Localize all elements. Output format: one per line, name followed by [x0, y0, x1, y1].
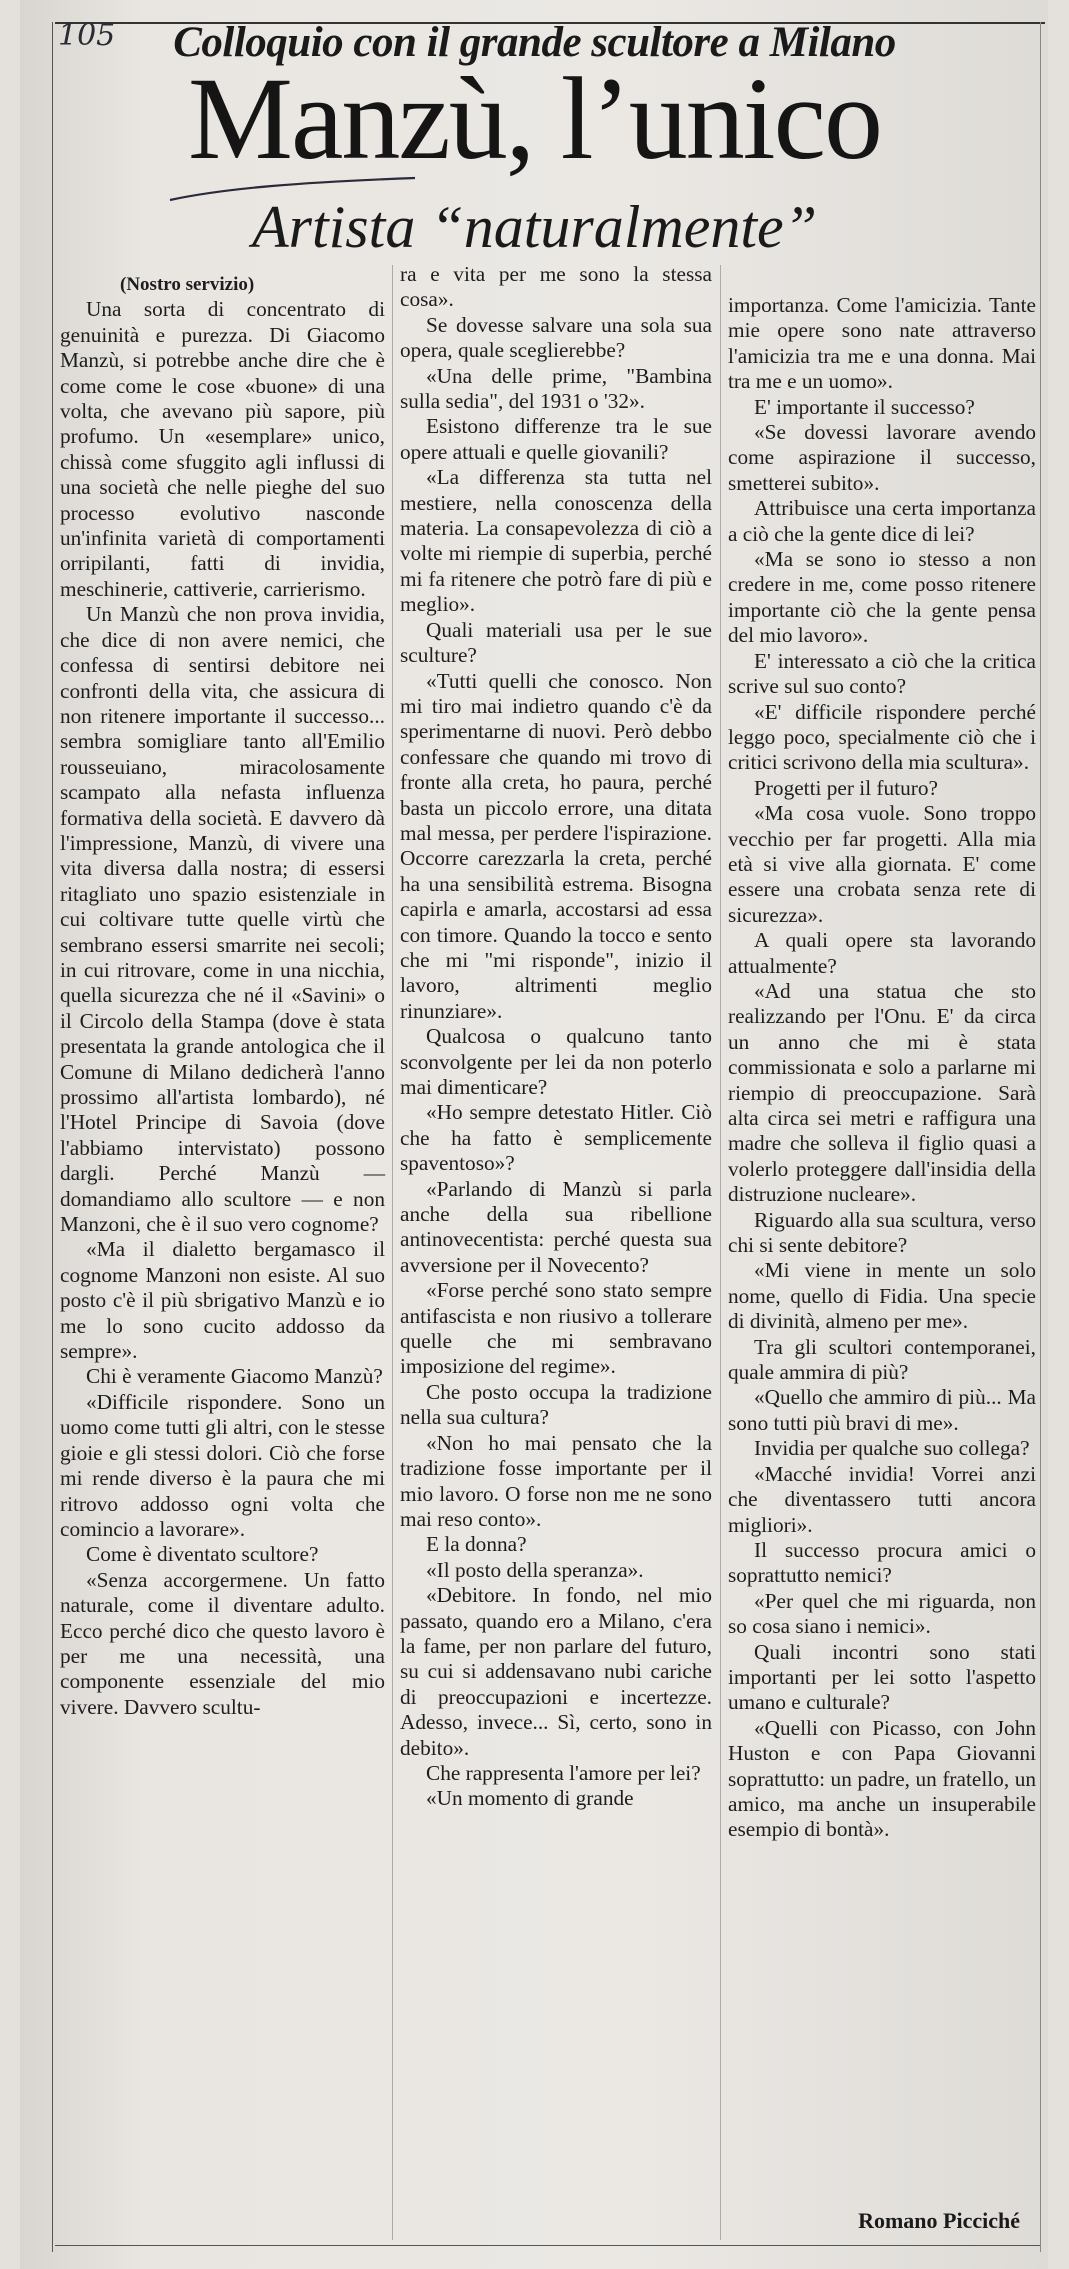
text-column-1	[60, 272, 385, 1720]
article-paragraph: «Quelli con Picasso, con John Huston e con Papa Giovanni soprattutto: un padre, un fratello, un amico, ma anche un insuperabile esempio di bontà».	[728, 1715, 1036, 1842]
article-paragraph: «Quello che ammiro di più... Ma sono tutti più bravi di me».	[728, 1385, 1036, 1435]
headline: Manzù, l’unico	[188, 53, 881, 184]
article-paragraph: Esistono differenze tra le sue opere attuali e quelle giovanili?	[400, 414, 712, 464]
article-paragraph: Un Manzù che non prova invidia, che dice di non avere nemici, che confessa di sentirsi debitore nei confronti della vita, che assicura di non ritenere importante il successo... sembra somigliare tanto all'Emilio rousseuiano, miracolosamente scampato alla nefasta influenza formativa della società. E davvero dà l'impressione, Manzù, di vivere una vita diversa dalla nostra; di essersi ritagliato uno spazio esistenziale in cui coltivare tutte quelle virtù che sembrano essersi smarrite nei secoli; in cui ritrovare, come in una nicchia, quella sicurezza che né il «Savini» o il Circolo della Stampa (dove è stata presentata la grande antologica che il Comune di Milano dedicherà l'anno prossimo all'artista lombardo), né l'Hotel Principe di Savoia (dove l'abbiamo intervistato) possono dargli. Perché Manzù — domandiamo allo scultore — e non Manzoni, che è il suo vero cognome?	[60, 602, 385, 1237]
article-paragraph: «Un momento di grande	[426, 1786, 634, 1811]
handwritten-page-number: 105	[58, 18, 116, 53]
article-paragraph: Chi è veramente Giacomo Manzù?	[86, 1364, 383, 1389]
left-rule	[52, 22, 53, 2252]
article-paragraph: «Il posto della speranza».	[426, 1557, 644, 1582]
article-paragraph: «Forse perché sono stato sempre antifascista e non riusivo a tollerare quelle che mi sembravano imposizione del regime».	[400, 1278, 712, 1379]
article-paragraph: Tra gli scultori contemporanei, quale ammira di più?	[728, 1334, 1036, 1385]
article-paragraph: «Ma cosa vuole. Sono troppo vecchio per far progetti. Alla mia età si vive alla giornata. E' come essere una crobata senza rete di sicurezza».	[728, 801, 1036, 927]
article-paragraph: Che rappresenta l'amore per lei?	[426, 1760, 701, 1785]
article-paragraph: Come è diventato scultore?	[86, 1542, 319, 1567]
text-column-3	[728, 293, 1036, 1843]
article-paragraph: E' importante il successo?	[754, 394, 975, 419]
article-paragraph: Quali incontri sono stati importanti per lei sotto l'aspetto umano e culturale?	[728, 1639, 1036, 1715]
article-paragraph: Il successo procura amici o soprattutto nemici?	[728, 1537, 1036, 1588]
article-paragraph: «Tutti quelli che conosco. Non mi tiro mai indietro quando c'è da sperimentarne di nuovi. Però debbo confessare che quando mi trovo di fronte alla creta, ho paura, perché basta un piccolo errore, una ditata mal messa, per perdere l'ispirazione. Occorre carezzarla la creta, perché ha una sensibilità estrema. Bisogna capirla e amarla, accostarsi ad essa con timore. Quando la tocco e sento che mi "mi risponde", inizio il lavoro, altrimenti meglio rinunziare».	[400, 668, 712, 1023]
article-paragraph: Riguardo alla sua scultura, verso chi si sente debitore?	[728, 1207, 1036, 1258]
article-paragraph: «Parlando di Manzù si parla anche della sua ribellione antinovecentista: perché questa sua avversione per il Novecento?	[400, 1176, 712, 1277]
article-paragraph: «Una delle prime, "Bambina sulla sedia", del 1931 o '32».	[400, 363, 712, 414]
text-column-2	[400, 262, 712, 1812]
article-paragraph: Invidia per qualche suo collega?	[754, 1436, 1030, 1461]
article-paragraph: A quali opere sta lavorando attualmente?	[728, 928, 1036, 978]
article-paragraph: «Per quel che mi riguarda, non so cosa siano i nemici».	[728, 1588, 1036, 1639]
right-rule	[1040, 22, 1041, 2252]
kicker: Colloquio con il grande scultore a Milano	[173, 19, 896, 66]
article-paragraph: Progetti per il futuro?	[754, 775, 938, 800]
article-paragraph: «La differenza sta tutta nel mestiere, nella conoscenza della materia. La consapevolezza di ciò a volte mi riempie di superbia, perché mi fa ritenere che potrò fare di più e meglio».	[400, 465, 712, 617]
article-paragraph: Qualcosa o qualcuno tanto sconvolgente per lei da non poterlo mai dimenticare?	[400, 1024, 712, 1099]
article-paragraph: importanza. Come l'amicizia. Tante mie opere sono nate attraverso l'amicizia tra me e una donna. Mai tra me e un uomo».	[728, 293, 1036, 394]
article-paragraph: «Ma se sono io stesso a non credere in me, come posso ritenere importante ciò che la gente pensa del mio lavoro».	[728, 547, 1036, 648]
deck: Artista “naturalmente”	[251, 194, 818, 260]
article-paragraph: «Non ho mai pensato che la tradizione fosse importante per il mio lavoro. O forse non me ne sono mai reso conto».	[400, 1430, 712, 1531]
article-paragraph: «Macché invidia! Vorrei anzi che diventassero tutti ancora migliori».	[728, 1461, 1036, 1537]
article-paragraph: E la donna?	[426, 1532, 527, 1557]
article-paragraph: «Se dovessi lavorare avendo come aspirazione il successo, smetterei subito».	[728, 420, 1036, 495]
article-paragraph: «Debitore. In fondo, nel mio passato, quando ero a Milano, c'era la fame, per non parlare del futuro, su cui si addensavano nubi cariche di preoccupazioni e incertezze. Adesso, invece... Sì, certo, sono in debito».	[400, 1583, 712, 1760]
article-paragraph: «Ad una statua che sto realizzando per l'Onu. E' da circa un anno che mi è stata commissionata e solo a parlarne mi riempio di preoccupazione. Sarà alta circa sei metri e raffigura una madre che solleva il figlio quasi a volerlo proteggere dall'insidia della distruzione nucleare».	[728, 978, 1036, 1207]
article-paragraph: Attribuisce una certa importanza a ciò che la gente dice di lei?	[728, 496, 1036, 546]
article-paragraph: Una sorta di concentrato di genuinità e purezza. Di Giacomo Manzù, si potrebbe anche dire che è come come le cose «buone» di una volta, che avevano più sapore, più profumo. Un «esemplare» unico, chissà come sfuggito agli influssi di una società che nelle pieghe del suo processo evolutivo nasconde un'infinita varietà di comportamenti orripilanti, fatti di invidia, meschinerie, cattiverie, carrierismo.	[60, 297, 385, 601]
article-paragraph: «Senza accorgermene. Un fatto naturale, come il diventare adulto. Ecco perché dico che questo lavoro è per me una necessità, una componente essenziale del mio vivere. Davvero scultu-	[60, 1567, 385, 1719]
article-paragraph: «Ma il dialetto bergamasco il cognome Manzoni non esiste. Al suo posto c'è il più sbrigativo Manzù e io me lo sono cucito addosso da sempre».	[60, 1237, 385, 1364]
article-paragraph: «E' difficile rispondere perché leggo poco, specialmente ciò che i critici scrivono della mia scultura».	[728, 699, 1036, 775]
column-divider	[392, 265, 393, 2240]
article-paragraph: Se dovesse salvare una sola sua opera, quale sceglierebbe?	[400, 312, 712, 363]
article-paragraph: E' interessato a ciò che la critica scrive sul suo conto?	[728, 648, 1036, 699]
article-paragraph: «Ho sempre detestato Hitler. Ciò che ha fatto è semplicemente spaventoso»?	[400, 1100, 712, 1176]
article-paragraph: (Nostro servizio)	[120, 274, 255, 295]
byline-signature: Romano Picciché	[858, 2208, 1020, 2233]
column-divider	[720, 265, 721, 2240]
article-paragraph: Quali materiali usa per le sue sculture?	[400, 617, 712, 668]
bottom-rule	[55, 2245, 1040, 2246]
article-paragraph: «Difficile rispondere. Sono un uomo come tutti gli altri, con le stesse gioie e gli stessi dolori. Ciò che forse mi rende diverso è la paura che mi ritrovo addosso ogni volta che comincio a lavorare».	[60, 1389, 385, 1541]
article-paragraph: ra e vita per me sono la stessa cosa».	[400, 262, 712, 312]
article-paragraph: «Mi viene in mente un solo nome, quello di Fidia. Una specie di divinità, almeno per me».	[728, 1258, 1036, 1334]
article-paragraph: Che posto occupa la tradizione nella sua cultura?	[400, 1379, 712, 1430]
